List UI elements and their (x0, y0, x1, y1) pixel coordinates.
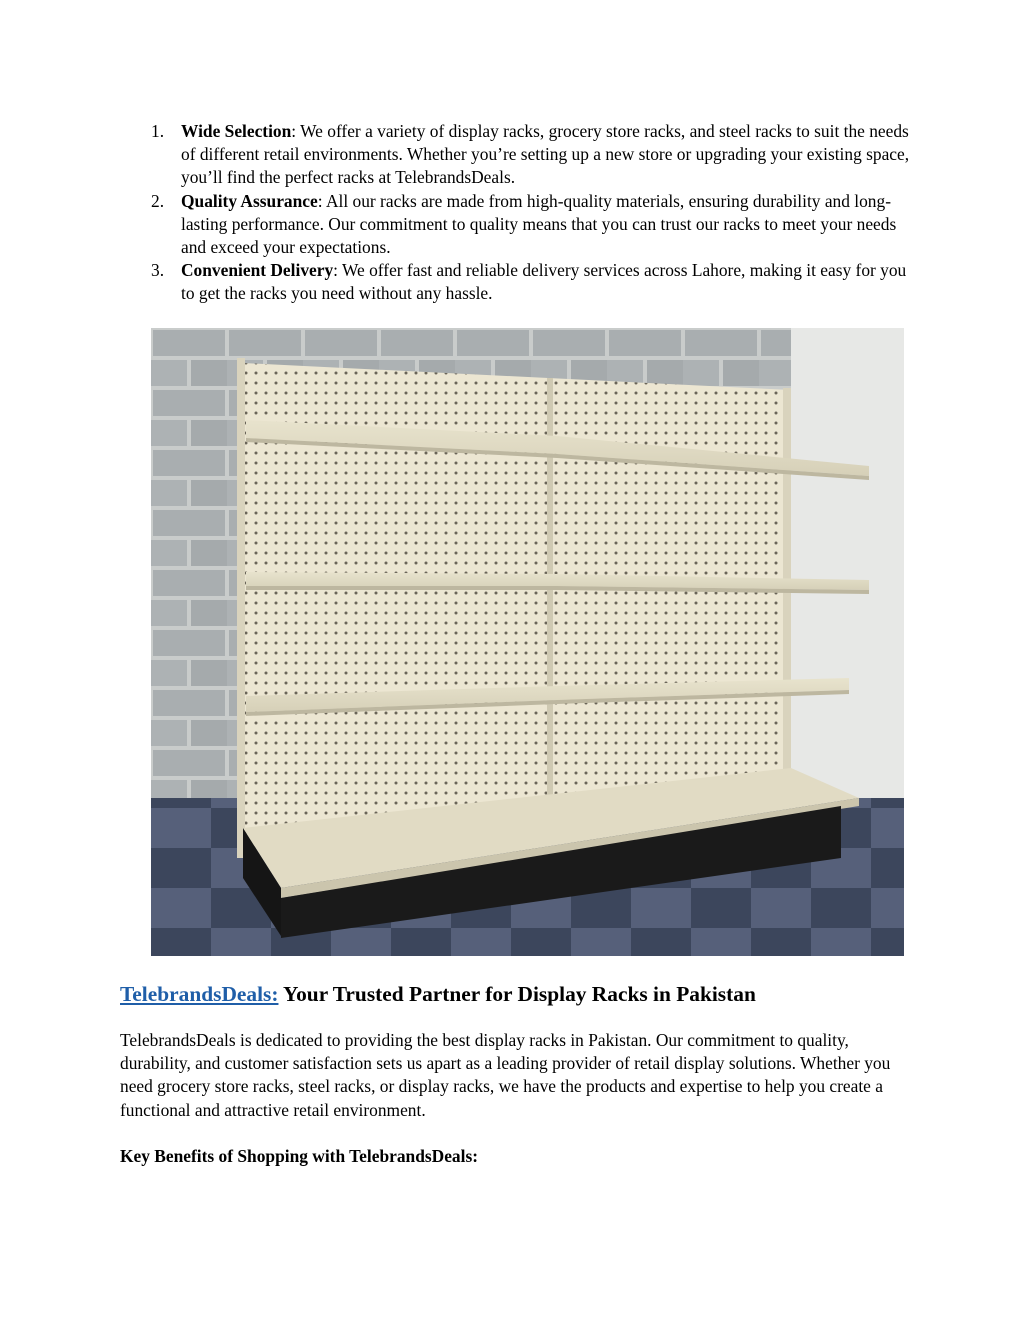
heading-text: Your Trusted Partner for Display Racks in Pakistan (278, 982, 756, 1006)
benefit-title: Quality Assurance (181, 190, 318, 211)
list-number: 2. (151, 190, 165, 211)
intro-paragraph: TelebrandsDeals is dedicated to providing the best display racks in Pakistan. Our commitment to quality, durability, and customer satisfaction sets us apart as a leading provider of retail display solutions. Whether you need grocery store racks, steel racks, or display racks, we have the products and expertise to help you create a functional and attractive retail environment. (120, 1030, 891, 1120)
list-number: 1. (151, 121, 165, 141)
benefits-list (120, 120, 910, 306)
benefit-title: Convenient Delivery (181, 260, 334, 281)
benefit-text: : All our racks are made from high-quality materials, ensuring durability and long-lasting performance. Our commitment to quality means that you can trust our racks to meet your needs and exceed your expectations. (181, 190, 897, 258)
telebrandsdeals-link[interactable]: TelebrandsDeals: (120, 982, 279, 1006)
section-heading (120, 980, 910, 1008)
list-number: 3. (151, 260, 165, 281)
list-item (120, 190, 910, 260)
benefit-text: : We offer a variety of display racks, grocery store racks, and steel racks to suit the needs of different retail environments. Whether you’re setting up a new store or upgrading your existing space, you’ll find the perfect racks at TelebrandsDeals. (181, 121, 910, 188)
key-benefits-heading: Key Benefits of Shopping with TelebrandsDeals: (120, 1146, 479, 1166)
benefit-title: Wide Selection (181, 121, 292, 141)
display-rack-photo (151, 328, 904, 956)
list-item (120, 120, 910, 190)
list-item (120, 259, 910, 305)
benefit-text: : We offer fast and reliable delivery services across Lahore, making it easy for you to get the racks you need without any hassle. (181, 260, 907, 304)
